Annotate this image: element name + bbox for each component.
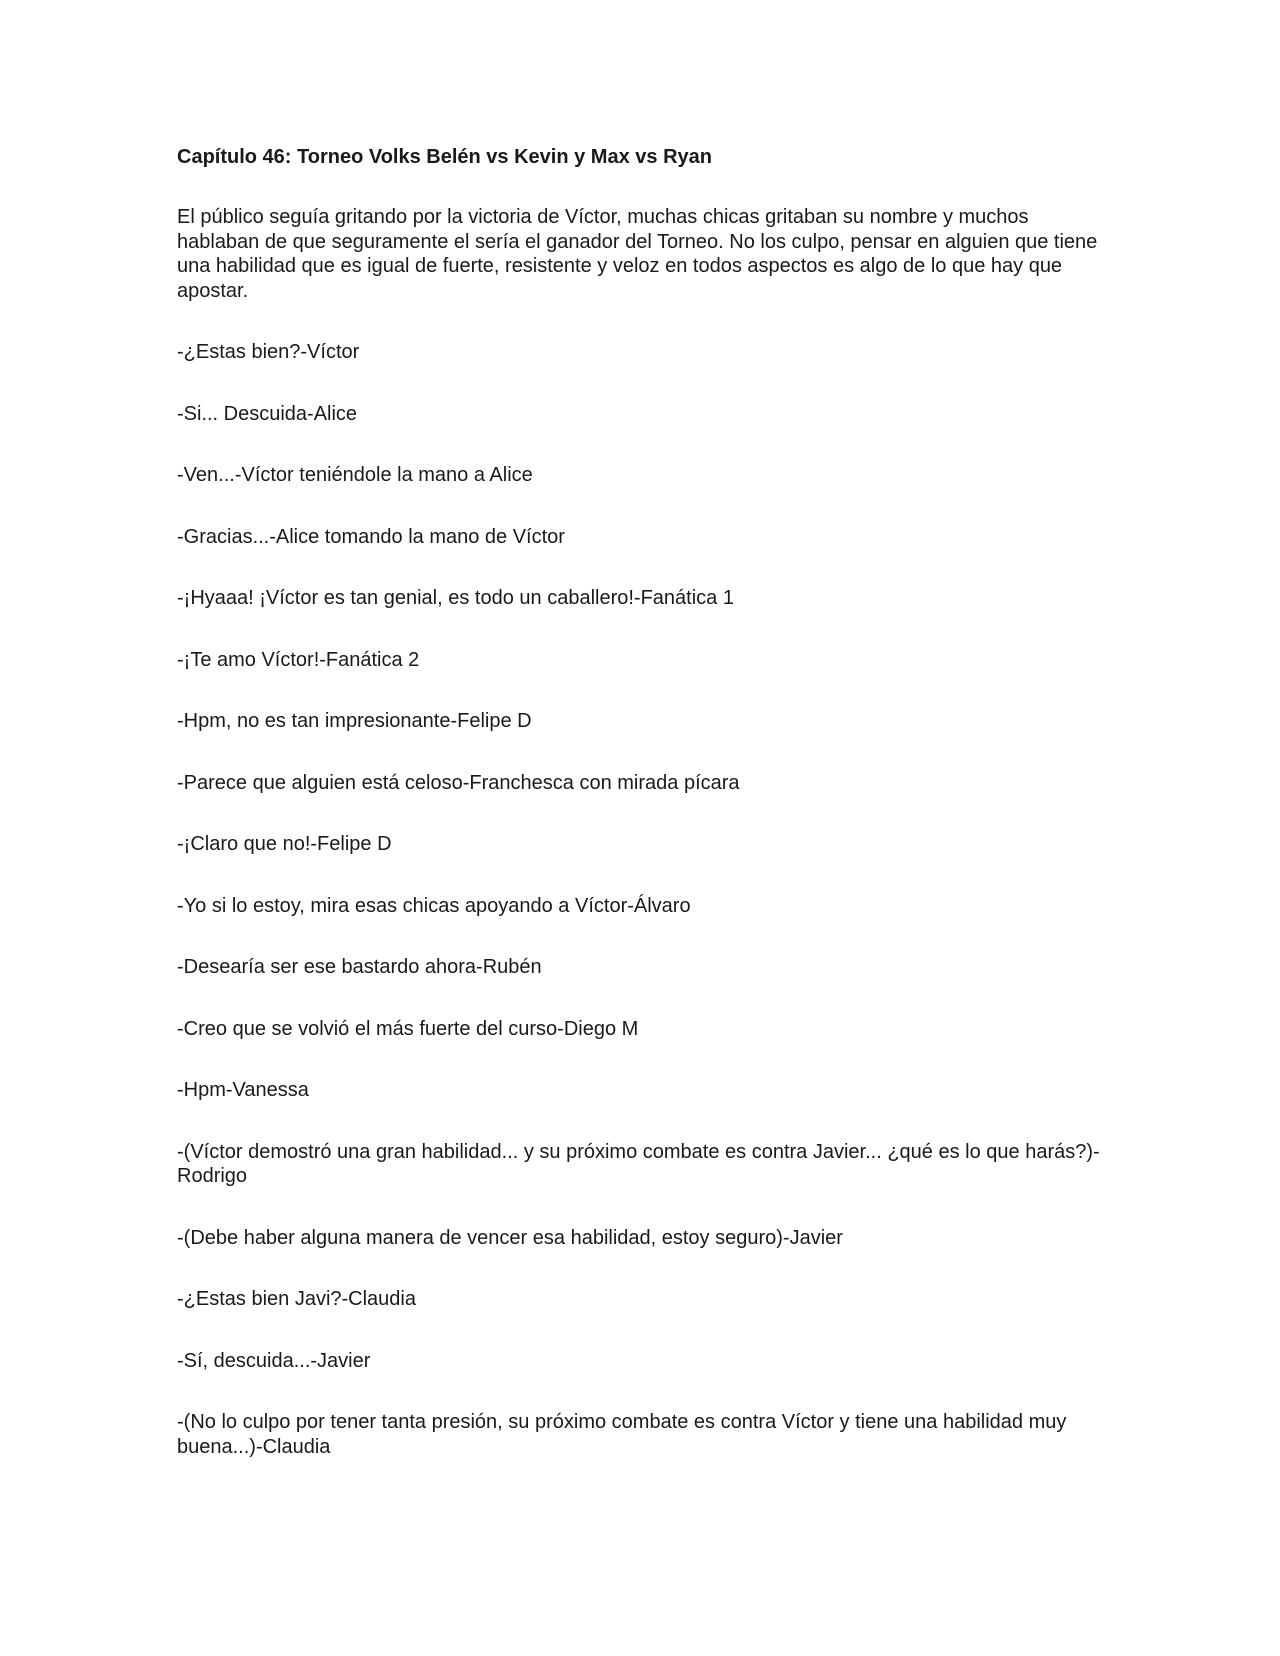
dialogue-line: -Creo que se volvió el más fuerte del curso-Diego M	[177, 1017, 639, 1040]
dialogue-line: -¡Te amo Víctor!-Fanática 2	[177, 648, 420, 671]
dialogue-line: -¡Hyaaa! ¡Víctor es tan genial, es todo un caballero!-Fanática 1	[177, 587, 734, 609]
dialogue-line: -(Víctor demostró una gran habilidad... y su próximo combate es contra Javier... ¿qué es lo que harás?)-Rodrigo	[177, 1140, 1100, 1187]
dialogue-line: -(No lo culpo por tener tanta presión, su próximo combate es contra Víctor y tiene una habilidad muy buena...)-Claudia	[177, 1411, 1067, 1458]
dialogue-line: -¡Claro que no!-Felipe D	[177, 833, 392, 855]
dialogue-line: -Hpm-Vanessa	[177, 1079, 309, 1101]
dialogue-line: -Hpm, no es tan impresionante-Felipe D	[177, 710, 532, 732]
dialogue-line: -Si... Descuida-Alice	[177, 402, 358, 425]
paragraph-intro: El público seguía gritando por la victoria de Víctor, muchas chicas gritaban su nombre y muchos hablaban de que seguramente el sería el ganador del Torneo. No los culpo, pensar en alguien que tiene una habilidad que es igual de fuerte, resistente y veloz en todos aspectos es algo de lo que hay que apostar.	[177, 206, 1098, 302]
dialogue-line: -Ven...-Víctor teniéndole la mano a Alice	[177, 464, 533, 486]
dialogue-line: -(Debe haber alguna manera de vencer esa habilidad, estoy seguro)-Javier	[177, 1226, 843, 1249]
dialogue-line: -Parece que alguien está celoso-Franchesca con mirada pícara	[177, 771, 740, 794]
dialogue-line: -Desearía ser ese bastardo ahora-Rubén	[177, 956, 542, 978]
dialogue-line: -¿Estas bien?-Víctor	[177, 341, 360, 363]
dialogue-line: -Yo si lo estoy, mira esas chicas apoyando a Víctor-Álvaro	[177, 894, 691, 917]
document-body	[177, 145, 1107, 1496]
dialogue-line: -¿Estas bien Javi?-Claudia	[177, 1288, 416, 1310]
dialogue-line: -Sí, descuida...-Javier	[177, 1349, 371, 1372]
dialogue-line: -Gracias...-Alice tomando la mano de Víctor	[177, 525, 565, 548]
chapter-title: Capítulo 46: Torneo Volks Belén vs Kevin y Max vs Ryan	[177, 146, 712, 168]
